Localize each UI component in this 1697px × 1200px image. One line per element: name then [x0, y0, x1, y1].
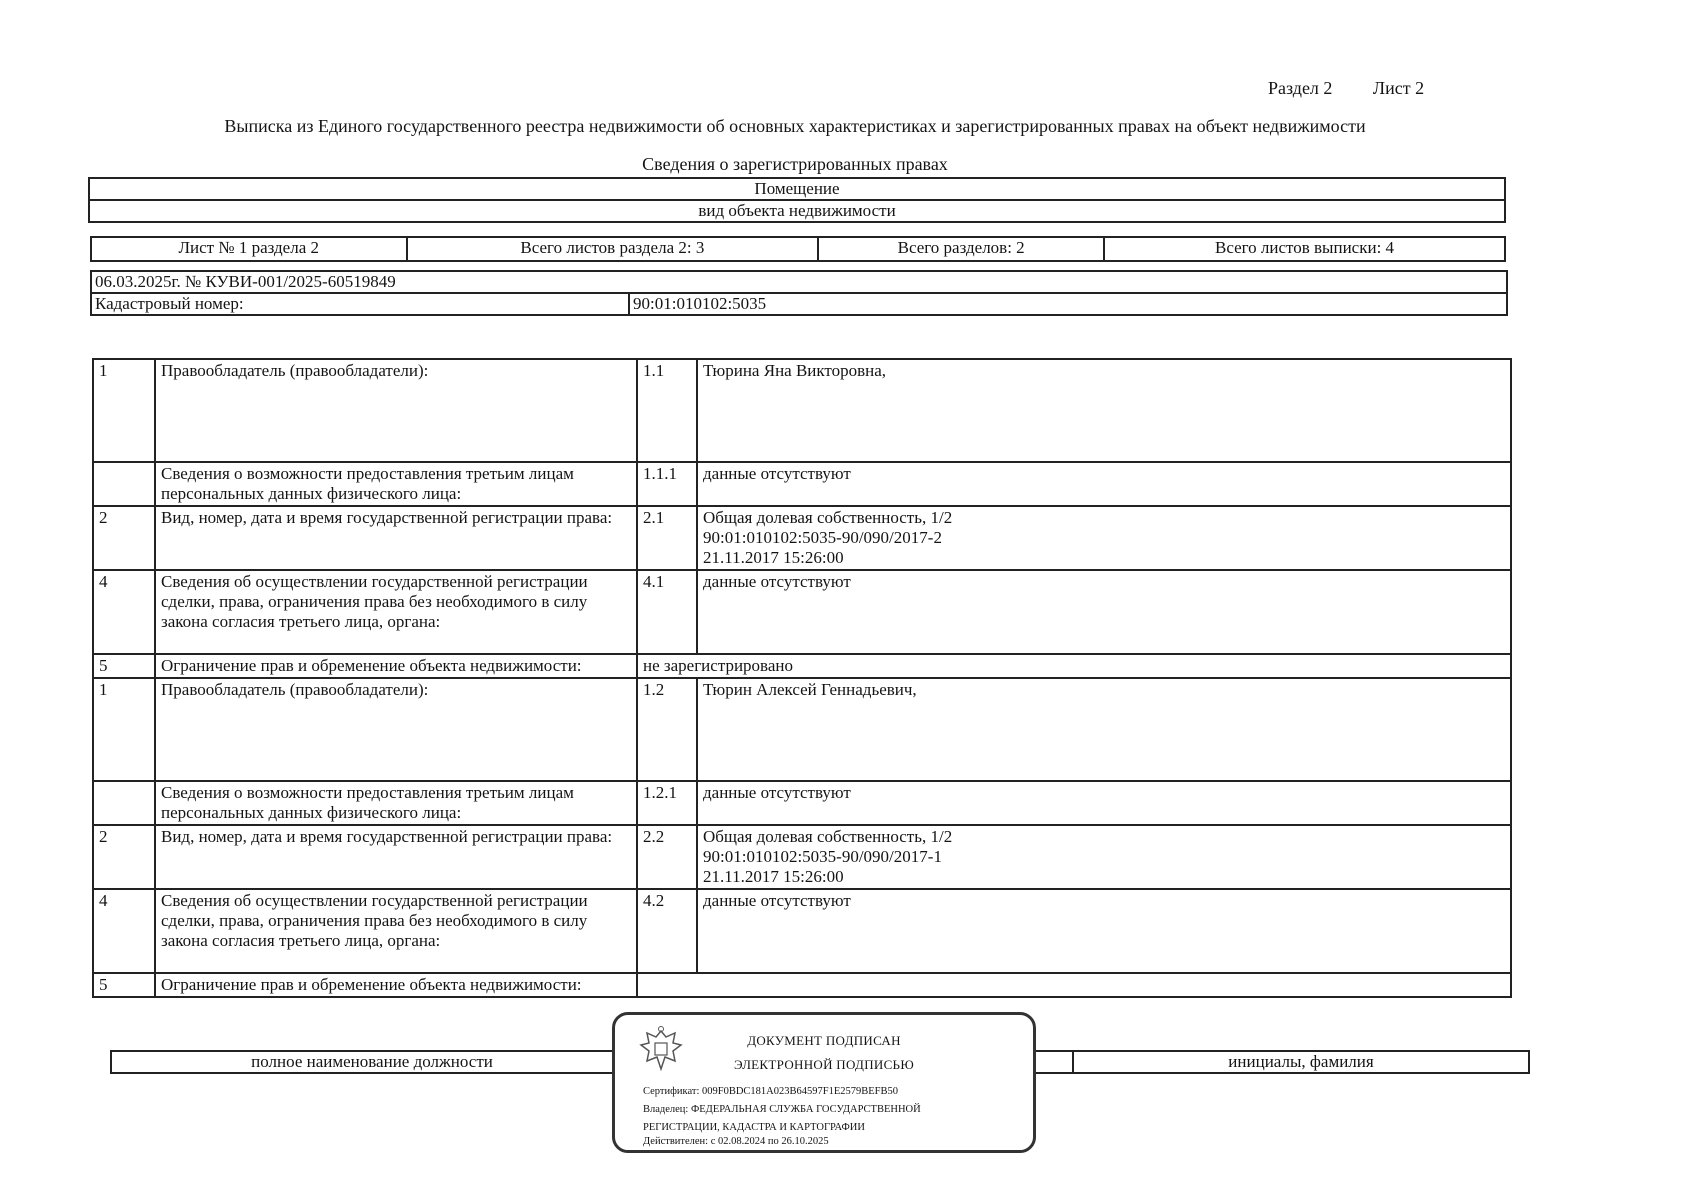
row-value: данные отсутствуют: [697, 781, 1511, 825]
right-type: Общая долевая собственность, 1/2: [703, 508, 953, 527]
row-label: Сведения об осуществлении государственной регистрации сделки, права, ограничения права без необходимого в силу закона согласия третьего лица, органа:: [155, 570, 637, 654]
holder-name: Тюрин Алексей Геннадьевич,: [703, 680, 917, 699]
row-number: 5: [93, 973, 155, 997]
row-subnumber: 1.2: [637, 678, 697, 781]
row-subnumber: 4.1: [637, 570, 697, 654]
section-number: Раздел 2: [1268, 78, 1333, 98]
row-subnumber: 4.2: [637, 889, 697, 973]
row-label: Сведения о возможности предоставления третьим лицам персональных данных физического лица:: [155, 462, 637, 506]
document-title: Выписка из Единого государственного реестра недвижимости об основных характеристиках и зарегистрированных правах на объект недвижимости: [224, 116, 1366, 136]
row-value: не зарегистрировано: [637, 654, 1511, 678]
sections-total: Всего разделов: 2: [818, 237, 1104, 261]
extract-date-number: 06.03.2025г. № КУВИ-001/2025-60519849: [91, 271, 1507, 293]
sheet-number: Лист 2: [1372, 78, 1425, 98]
registration-number: 90:01:010102:5035-90/090/2017-1: [703, 847, 942, 866]
sheets-table: [90, 236, 1506, 262]
registration-datetime: 21.11.2017 15:26:00: [703, 548, 844, 567]
rights-table: [92, 358, 1512, 998]
row-number: 1: [93, 678, 155, 781]
table-row: [93, 825, 1511, 889]
stamp-subtitle: ЭЛЕКТРОННОЙ ПОДПИСЬЮ: [734, 1057, 914, 1072]
object-kind-label: вид объекта недвижимости: [89, 200, 1505, 222]
redacted-area: [703, 381, 1263, 455]
stamp-validity: Действителен: с 02.08.2024 по 26.10.2025: [643, 1136, 829, 1147]
e-signature-stamp: [612, 1012, 1036, 1153]
row-value: [697, 359, 1511, 462]
row-subnumber: 2.2: [637, 825, 697, 889]
row-number: 5: [93, 654, 155, 678]
cadastral-label: Кадастровый номер:: [91, 293, 629, 315]
right-type: Общая долевая собственность, 1/2: [703, 827, 953, 846]
row-subnumber: 2.1: [637, 506, 697, 570]
requisites-table: [90, 270, 1508, 316]
table-row: [93, 570, 1511, 654]
table-row: [93, 781, 1511, 825]
row-value: [697, 678, 1511, 781]
object-name: Помещение: [89, 178, 1505, 200]
table-row: [93, 654, 1511, 678]
initials-surname-label: инициалы, фамилия: [1073, 1051, 1529, 1073]
row-label: Правообладатель (правообладатели):: [155, 678, 637, 781]
object-table: [88, 177, 1506, 223]
row-number: 4: [93, 570, 155, 654]
row-label: Сведения о возможности предоставления третьим лицам персональных данных физического лица:: [155, 781, 637, 825]
row-value: данные отсутствуют: [697, 462, 1511, 506]
row-label: Правообладатель (правообладатели):: [155, 359, 637, 462]
row-value: [697, 825, 1511, 889]
table-row: [93, 973, 1511, 997]
row-label: Вид, номер, дата и время государственной регистрации права:: [155, 825, 637, 889]
sheet-no: Лист № 1 раздела 2: [91, 237, 407, 261]
page-header: [1268, 78, 1460, 99]
registration-datetime: 21.11.2017 15:26:00: [703, 867, 844, 886]
row-label: Ограничение прав и обременение объекта недвижимости:: [155, 973, 637, 997]
row-label: Ограничение прав и обременение объекта недвижимости:: [155, 654, 637, 678]
extract-sheets-total: Всего листов выписки: 4: [1104, 237, 1505, 261]
row-label: Вид, номер, дата и время государственной регистрации права:: [155, 506, 637, 570]
row-value: [637, 973, 1511, 997]
row-number: [93, 462, 155, 506]
row-label: Сведения об осуществлении государственной регистрации сделки, права, ограничения права без необходимого в силу закона согласия третьего лица, органа:: [155, 889, 637, 973]
table-row: [93, 678, 1511, 781]
row-number: [93, 781, 155, 825]
table-row: [93, 506, 1511, 570]
redacted-area: [703, 700, 1263, 774]
row-value: данные отсутствуют: [697, 889, 1511, 973]
holder-name: Тюрина Яна Викторовна,: [703, 361, 887, 380]
table-row: [93, 462, 1511, 506]
table-row: [93, 359, 1511, 462]
row-number: 2: [93, 825, 155, 889]
stamp-owner-line2: РЕГИСТРАЦИИ, КАДАСТРА И КАРТОГРАФИИ: [643, 1122, 865, 1133]
stamp-certificate: Сертификат: 009F0BDC181A023B64597F1E2579BEFB50: [643, 1086, 899, 1097]
stamp-owner-line1: Владелец: ФЕДЕРАЛЬНАЯ СЛУЖБА ГОСУДАРСТВЕННОЙ: [643, 1104, 921, 1115]
table-row: [93, 889, 1511, 973]
row-subnumber: 1.1.1: [637, 462, 697, 506]
row-value: данные отсутствуют: [697, 570, 1511, 654]
row-value: [697, 506, 1511, 570]
row-number: 4: [93, 889, 155, 973]
row-subnumber: 1.2.1: [637, 781, 697, 825]
document-subtitle: Сведения о зарегистрированных правах: [642, 154, 948, 174]
row-number: 2: [93, 506, 155, 570]
section-sheets-total: Всего листов раздела 2: 3: [407, 237, 819, 261]
cadastral-value: 90:01:010102:5035: [629, 293, 1507, 315]
stamp-title: ДОКУМЕНТ ПОДПИСАН: [747, 1033, 901, 1048]
position-title-label: полное наименование должности: [111, 1051, 633, 1073]
registration-number: 90:01:010102:5035-90/090/2017-2: [703, 528, 942, 547]
row-subnumber: 1.1: [637, 359, 697, 462]
row-number: 1: [93, 359, 155, 462]
